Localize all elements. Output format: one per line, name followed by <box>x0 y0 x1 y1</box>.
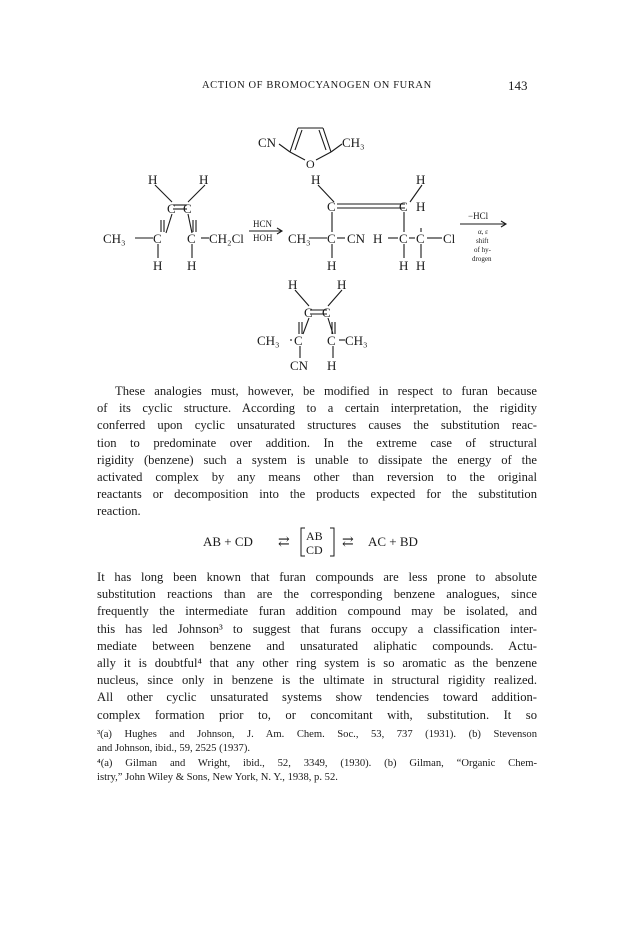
text-line: tion to predominate over addition. In the extreme case of structural <box>97 435 537 450</box>
footnote-line: and Johnson, ibid., 59, 2525 (1937). <box>97 743 251 754</box>
intermediate-cl: Cl <box>443 231 456 246</box>
furan-o-label: O <box>306 157 315 171</box>
complex-bottom: CD <box>306 543 323 557</box>
footnote-3 <box>97 728 537 756</box>
footnote-line: istry,” John Wiley & Sons, New York, N. Y., 1938, p. 52. <box>97 772 338 783</box>
arrow1-top-label: HCN <box>253 219 273 229</box>
text-line: All other cyclic unsaturated systems show tendencies toward addition- <box>97 690 537 705</box>
paragraph-analogies <box>97 383 537 521</box>
intermediate-c: C <box>399 199 408 214</box>
text-line: complex formation prior to, or concomitant with, substitution. It so <box>97 707 537 722</box>
reactant-h: H <box>187 258 197 273</box>
arrow2-hy-label: of hy- <box>474 246 491 254</box>
product-ch3: CH₃ <box>257 333 280 348</box>
furan-ch3-label: CH₃ <box>342 135 365 150</box>
reactant-c: C <box>183 201 192 216</box>
arrow1-bottom-label: HOH <box>253 233 273 243</box>
intermediate-h: H <box>327 258 337 273</box>
product-c: C <box>304 305 313 320</box>
product-ch3: CH₃ <box>345 333 368 348</box>
reactant-c: C <box>167 201 176 216</box>
reactant-h: H <box>148 172 158 187</box>
running-title: ACTION OF BROMOCYANOGEN ON FURAN <box>202 80 432 91</box>
reactant-ch3: CH₃ <box>103 231 126 246</box>
text-line: rigidity (benzene) such a system is unable to dissipate the energy of the <box>97 452 537 467</box>
text-line: ally it is doubtful⁴ that any other ring system is so aromatic as the benzene <box>97 656 537 671</box>
intermediate-h: H <box>373 231 383 246</box>
intermediate-h: H <box>416 199 426 214</box>
page-number: 143 <box>508 78 528 93</box>
footnote-line: ⁴(a) Gilman and Wright, ibid., 52, 3349, (1930). (b) Gilman, “Organic Chem- <box>97 758 537 769</box>
intermediate-h: H <box>416 172 426 187</box>
paragraph-furan-substitution <box>97 569 537 724</box>
product-nh: H <box>327 358 337 373</box>
text-line: conferred upon cyclic unsaturated structures causes the substitution reac- <box>97 418 537 433</box>
reactant-c: C <box>153 231 162 246</box>
text-line: of its cyclic structure. According to a certain interpretation, the rigidity <box>97 401 537 416</box>
reactant-ch2cl: CH₂Cl <box>209 231 244 246</box>
equilibrium-arrow-icon: ⇄ <box>278 535 290 550</box>
text-line: activated complex by any means other than reversion to the original <box>97 470 537 485</box>
arrow-hcl <box>460 221 506 227</box>
text-line: substitution reactions than are the corresponding benzene analogues, since <box>97 587 537 602</box>
text-line: this has led Johnson³ to suggest that furans occupy a classification inter- <box>97 621 537 636</box>
footnote-line: ³(a) Hughes and Johnson, J. Am. Chem. Soc., 53, 737 (1931). (b) Stevenson <box>97 729 537 740</box>
product-c: C <box>294 333 303 348</box>
intermediate-c: C <box>416 231 425 246</box>
product-c: C <box>322 305 331 320</box>
text-line: reaction. <box>97 504 141 519</box>
intermediate-ch3: CH₃ <box>288 231 311 246</box>
reactant-c: C <box>187 231 196 246</box>
reactant-bonds <box>135 185 209 258</box>
arrow2-sub-label: α, ε <box>478 228 489 236</box>
text-line: It has long been known that furan compounds are less prone to absolute <box>97 570 537 584</box>
intermediate-c: C <box>399 231 408 246</box>
intermediate-h: H <box>399 258 409 273</box>
equation-right: AC + BD <box>368 534 418 549</box>
reactant-h: H <box>199 172 209 187</box>
text-line: mediate between benzene and unsaturated aliphatic compounds. Actu- <box>97 638 537 653</box>
text-line: frequently the intermediate furan addition compound may be isolated, and <box>97 604 537 619</box>
complex-top: AB <box>306 529 323 543</box>
furan-cn-label: CN <box>258 135 277 150</box>
arrow2-drogen-label: drogen <box>472 255 492 263</box>
equilibrium-arrow-icon: ⇄ <box>342 535 354 550</box>
intermediate-h: H <box>416 258 426 273</box>
equilibrium-equation <box>203 528 418 557</box>
text-line: nucleus, since only in benzene is the ultimate in structural rigidity realized. <box>97 673 537 688</box>
product-h: H <box>337 277 347 292</box>
intermediate-c: C <box>327 199 336 214</box>
arrow2-shift-label: shift <box>476 237 489 245</box>
equation-left: AB + CD <box>203 534 253 549</box>
text-line: reactants or decomposition into the products expected for the substitution <box>97 487 537 502</box>
reactant-h: H <box>153 258 163 273</box>
intermediate-cn: CN <box>347 231 366 246</box>
product-cn: CN <box>290 358 309 373</box>
furan-ring <box>279 128 342 160</box>
arrow2-top-label: −HCl <box>468 211 489 221</box>
intermediate-bonds <box>309 185 442 258</box>
intermediate-h: H <box>311 172 321 187</box>
product-c: C <box>327 333 336 348</box>
intermediate-c: C <box>327 231 336 246</box>
footnote-4 <box>97 757 537 785</box>
text-line: These analogies must, however, be modified in respect to furan because <box>115 384 537 398</box>
product-h: H <box>288 277 298 292</box>
